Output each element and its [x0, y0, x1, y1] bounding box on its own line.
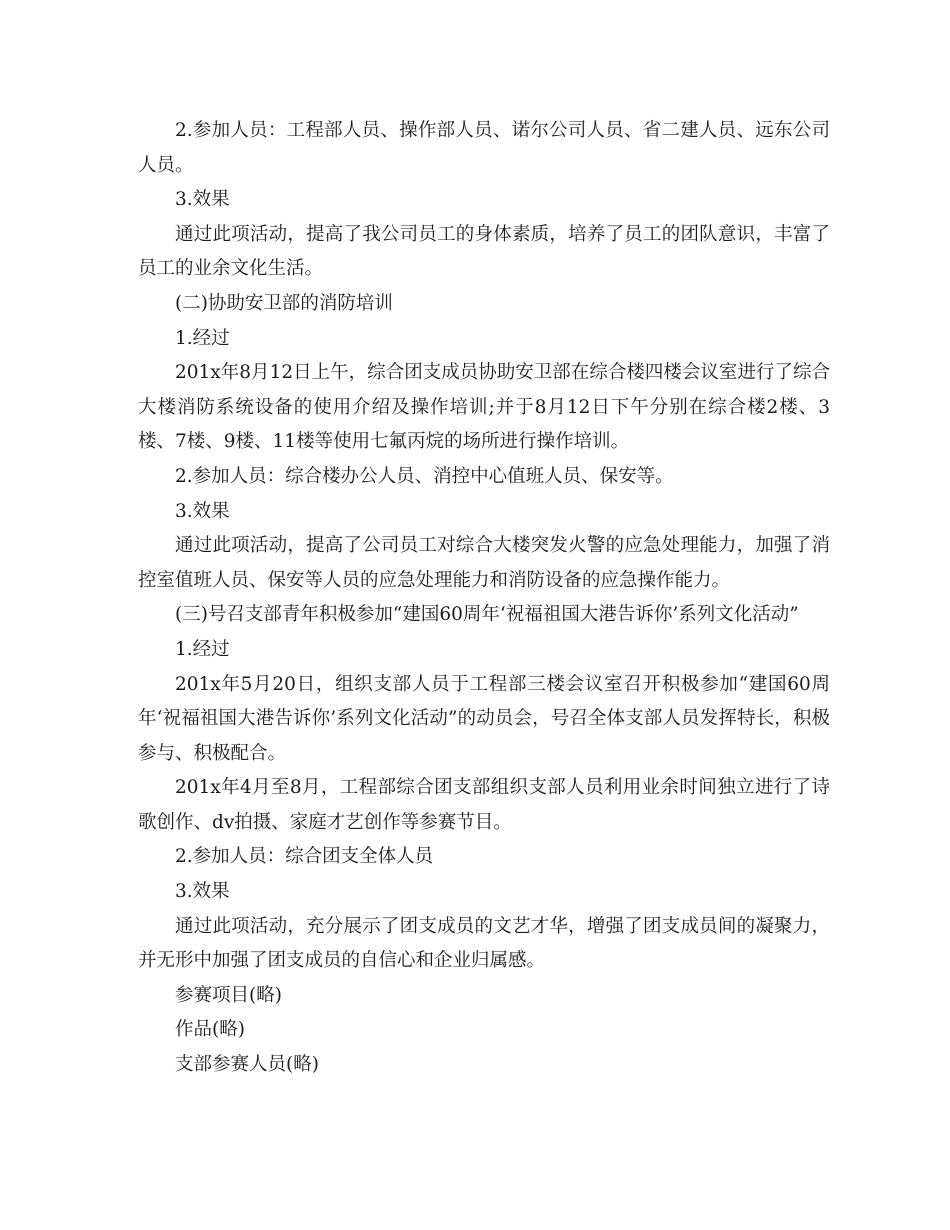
- paragraph-process-text-3a: 201x年5月20日，组织支部人员于工程部三楼会议室召开积极参加“建国60周年‘祝福祖国大港告诉你’系列文化活动”的动员会，号召全体支部人员发挥特长，积极参与、积极配合。: [138, 673, 830, 764]
- paragraph-entry-items: 参赛项目(略): [175, 984, 282, 1006]
- paragraph-participants-3: 2.参加人员：综合团支全体人员: [175, 846, 434, 868]
- paragraph-effect-text-2: 通过此项活动，提高了公司员工对综合大楼突发火警的应急处理能力，加强了消控室值班人员、保安等人员的应急处理能力和消防设备的应急操作能力。: [138, 535, 830, 591]
- paragraph-effect-heading-2: 3.效果: [175, 500, 230, 522]
- paragraph-participants-2: 2.参加人员：综合楼办公人员、消控中心值班人员、保安等。: [175, 465, 674, 487]
- document-body: [138, 114, 830, 1083]
- paragraph-effect-text-3: 通过此项活动，充分展示了团支成员的文艺才华，增强了团支成员间的凝聚力，并无形中加强了团支成员的自信心和企业归属感。: [138, 915, 830, 972]
- section-heading-culture-activity: (三)号召支部青年积极参加“建国60周年‘祝福祖国大港告诉你’系列文化活动”: [175, 604, 799, 626]
- paragraph-entry-members: 支部参赛人员(略): [175, 1054, 319, 1076]
- paragraph-effect-heading-3: 3.效果: [175, 881, 230, 903]
- section-heading-fire-training: (二)协助安卫部的消防培训: [175, 292, 393, 314]
- paragraph-effect-text-1: 通过此项活动，提高了我公司员工的身体素质，培养了员工的团队意识，丰富了员工的业余文化生活。: [138, 223, 830, 280]
- paragraph-process-text-2: 201x年8月12日上午，综合团支成员协助安卫部在综合楼四楼会议室进行了综合大楼消防系统设备的使用介绍及操作培训;并于8月12日下午分别在综合楼2楼、3楼、7楼、9楼、11楼等使用七氟丙烷的场所进行操作培训。: [138, 362, 830, 453]
- paragraph-process-heading-2: 1.经过: [175, 327, 230, 349]
- paragraph-process-heading-3: 1.经过: [175, 638, 230, 660]
- paragraph-works: 作品(略): [175, 1019, 245, 1041]
- paragraph-process-text-3b: 201x年4月至8月，工程部综合团支部组织支部人员利用业余时间独立进行了诗歌创作、dv拍摄、家庭才艺创作等参赛节目。: [138, 777, 830, 833]
- paragraph-participants-1: 2.参加人员：工程部人员、操作部人员、诺尔公司人员、省二建人员、远东公司人员。: [138, 120, 830, 176]
- paragraph-effect-heading-1: 3.效果: [175, 189, 230, 211]
